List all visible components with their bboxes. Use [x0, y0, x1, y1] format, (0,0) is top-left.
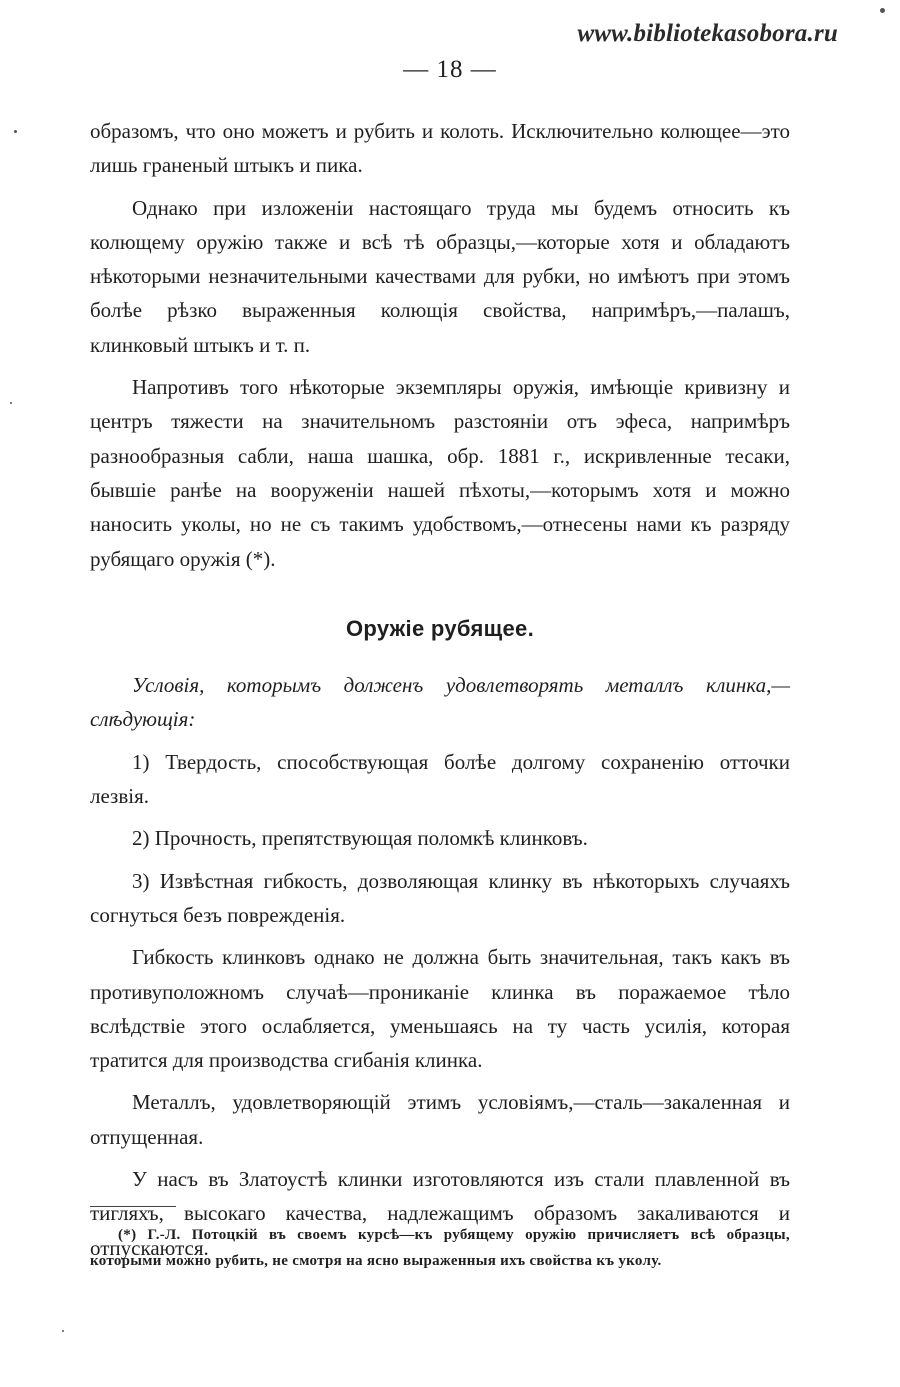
- footnote-text: (*) Г.-Л. Потоцкiй въ своемъ курсѣ—къ рубящему оружiю причисляетъ всѣ образцы, которыми можно рубить, не смотря на ясно выраженныя ихъ свойства къ уколу.: [90, 1227, 790, 1269]
- paragraph: Металлъ, удовлетворяющiй этимъ условiямъ,—сталь—закаленная и отпущенная.: [90, 1090, 790, 1149]
- watermark: www.bibliotekasobora.ru: [577, 20, 838, 47]
- footnote: [90, 1222, 790, 1274]
- section-heading: Оружiе рубящее.: [346, 615, 534, 641]
- page-number: — 18 —: [403, 56, 497, 83]
- paragraph: Однако при изложенiи настоящаго труда мы будемъ относить къ колющему оружiю также и всѣ тѣ образцы,—которые хотя и обладаютъ нѣкоторыми незначительными качествами для рубки, но имѣютъ при этомъ болѣе рѣзко выраженныя колющiя свойства, напримѣръ,—палашъ, клинковый штыкъ и т. п.: [90, 195, 790, 357]
- scan-speck: [14, 130, 17, 133]
- condition-item: 1) Твердость, способствующая болѣе долгому сохраненiю отточки лезвiя.: [90, 749, 790, 809]
- scan-speck: [10, 402, 12, 404]
- paragraph: Напротивъ того нѣкоторые экземпляры оружiя, имѣющiе кривизну и центръ тяжести на значительномъ разстоянiи отъ эфеса, напримѣръ разнообразныя сабли, наша шашка, обр. 1881 г., искривленные тесаки, бывшiе ранѣе на вооруженiи нашей пѣхоты,—которымъ хотя и можно наносить уколы, но не съ такимъ удобствомъ,—отнесены нами къ разряду рубящаго оружiя (*).: [90, 375, 790, 571]
- scan-speck: [62, 1330, 64, 1332]
- paragraph: У насъ въ Златоустѣ клинки изготовляются изъ стали плавленной въ тигляхъ, высокаго качества, надлежащимъ образомъ закаливаются и отпускаются.: [90, 1167, 790, 1260]
- main-text: [90, 114, 790, 1265]
- conditions-intro: Условiя, которымъ долженъ удовлетворять металлъ клинка,—слѣдующiя:: [90, 673, 790, 732]
- paragraph: образомъ, что оно можетъ и рубить и колоть. Исключительно колющее—это лишь граненый штыкъ и пика.: [90, 119, 790, 178]
- condition-item: 3) Извѣстная гибкость, дозволяющая клинку въ нѣкоторыхъ случаяхъ согнуться безъ поврежденiя.: [90, 868, 790, 927]
- scan-speck: [880, 8, 885, 13]
- paragraph: Гибкость клинковъ однако не должна быть значительная, такъ какъ въ противуположномъ случаѣ—прониканiе клинка въ поражаемое тѣло вслѣдствiе этого ослабляется, уменьшаясь на ту часть усилiя, которая тратится для производства сгибанiя клинка.: [90, 945, 790, 1073]
- condition-item: 2) Прочность, препятствующая поломкѣ клинковъ.: [132, 826, 588, 851]
- footnote-divider: [90, 1206, 176, 1207]
